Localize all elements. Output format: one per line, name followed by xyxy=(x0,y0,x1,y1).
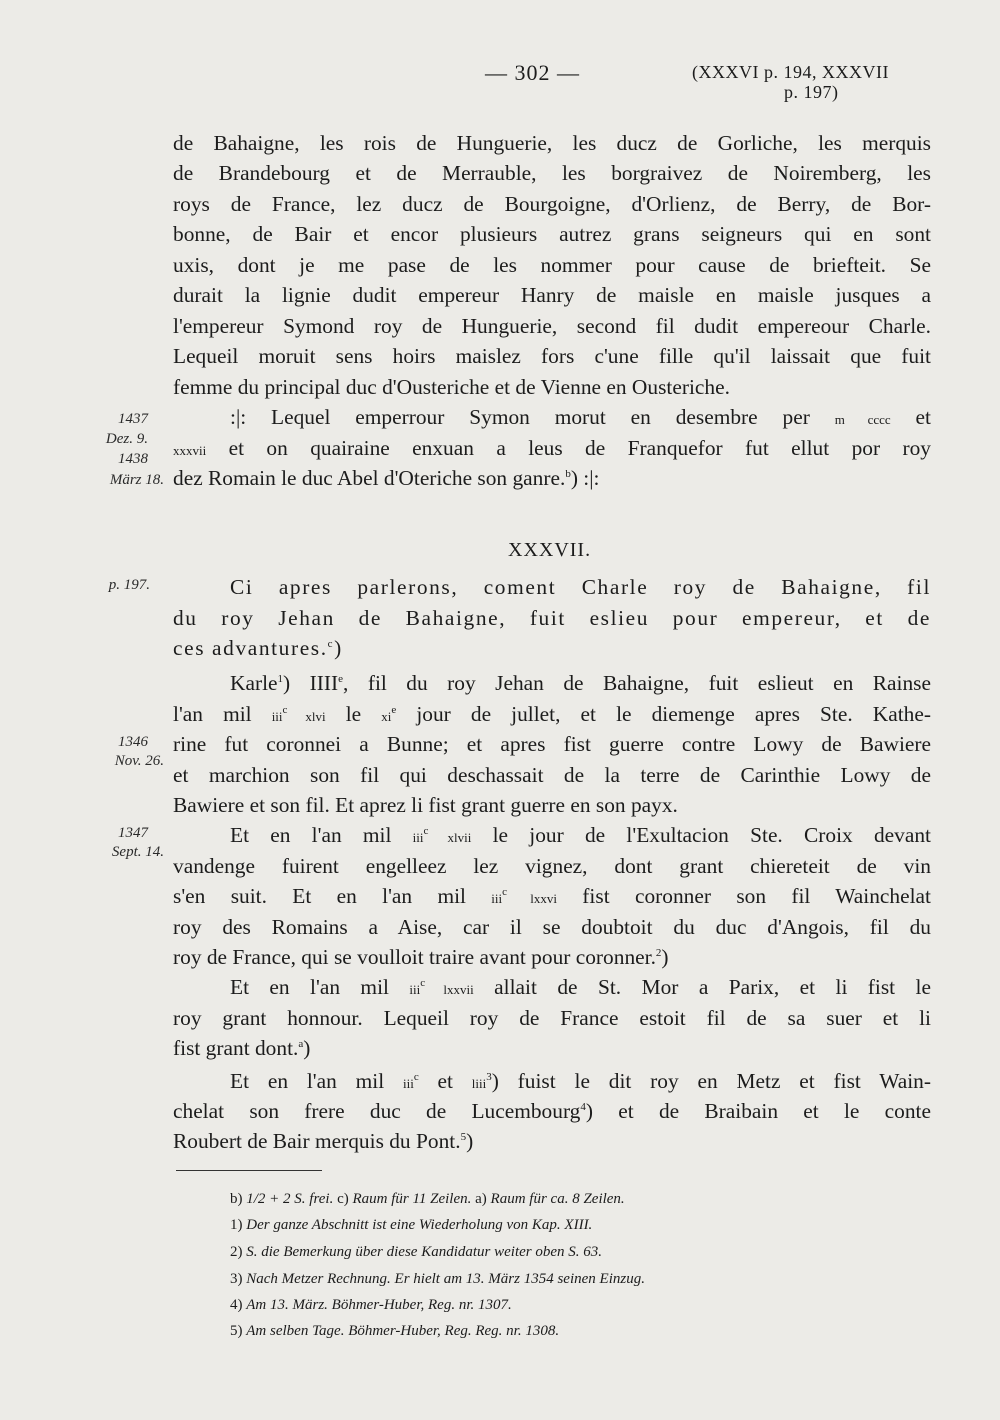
superscript: c xyxy=(423,824,429,837)
footnote-tag: 2) xyxy=(230,1244,247,1260)
footnote-tag: 1) xyxy=(230,1217,247,1233)
text-run: et xyxy=(890,405,931,429)
roman-numeral: iii xyxy=(409,982,421,997)
footnote xyxy=(230,1216,592,1234)
text-line xyxy=(230,668,931,699)
footnote-tag: c) xyxy=(333,1191,353,1207)
footnote-marker: 1 xyxy=(277,672,284,685)
text-run: fist grant dont. xyxy=(173,1036,299,1060)
footnote-tag: b) xyxy=(230,1191,247,1207)
text-run: ) IIII xyxy=(283,671,339,695)
text-run: ) xyxy=(334,636,343,660)
superscript: c xyxy=(502,885,508,898)
text-line xyxy=(173,1096,931,1127)
text-line: l'empereur Symond roy de Hunguerie, second fil dudit empereour Charle. xyxy=(173,314,931,338)
text-line: de Brandebourg et de Merrauble, les borgraivez de Noiremberg, les xyxy=(173,161,931,185)
footnote-tag: 5) xyxy=(230,1323,247,1339)
text-line: et marchion son fil qui deschassait de la terre de Carinthie Lowy de xyxy=(173,763,931,787)
roman-numeral: iii xyxy=(412,830,424,845)
text-line: femme du principal duc d'Ousteriche et de Vienne en Ousteriche. xyxy=(173,375,730,399)
text-run: Et en l'an mil xyxy=(230,975,410,999)
text-run: ) :|: xyxy=(570,466,600,490)
text-run: s'en suit. Et en l'an mil xyxy=(173,884,492,908)
text-run: roy de France, qui se voulloit traire avant pour coronner. xyxy=(173,945,656,969)
margin-note-page: p. 197. xyxy=(108,577,150,593)
footnote-marker: 4 xyxy=(580,1100,586,1113)
text-line: rine fut coronnei a Bunne; et apres fist guerre contre Lowy de Bawiere xyxy=(173,732,931,756)
text-line xyxy=(230,402,931,436)
footnote xyxy=(230,1296,512,1314)
margin-note-date: Sept. 14. xyxy=(111,844,164,860)
text-run: ) fuist le dit roy en Metz et fist Wain- xyxy=(491,1069,931,1093)
superscript: c xyxy=(413,1070,419,1083)
text-run: Et en l'an mil xyxy=(230,1069,403,1093)
text-line: du roy Jehan de Bahaigne, fuit eslieu pour empereur, et de xyxy=(173,606,931,630)
page-reference xyxy=(692,62,889,102)
text-line: de Bahaigne, les rois de Hunguerie, les ducz de Gorliche, les merquis xyxy=(173,131,931,155)
page-number: — 302 — xyxy=(485,60,580,85)
footnote xyxy=(230,1270,645,1288)
text-run: Karle xyxy=(230,671,278,695)
text-line: Lequeil moruit sens hoirs maislez fors c'une fille qu'il laissait que fuit xyxy=(173,344,931,368)
text-run: le jour de l'Exultacion Ste. Croix devant xyxy=(471,823,931,847)
footnote-text: S. die Bemerkung über diese Kandidatur weiter oben S. 63. xyxy=(246,1244,603,1260)
text-line: roy grant honnour. Lequeil roy de France estoit fil de sa suer et li xyxy=(173,1006,931,1030)
footnote-text: Der ganze Abschnitt ist eine Wiederholung von Kap. XIII. xyxy=(246,1217,593,1233)
footnote-text: Nach Metzer Rechnung. Er hielt am 13. März 1354 seinen Einzug. xyxy=(246,1271,645,1287)
margin-note-year: 1437 xyxy=(118,411,148,427)
margin-note-year: 1438 xyxy=(118,451,148,467)
roman-numeral: lxxvii xyxy=(425,982,474,997)
superscript: c xyxy=(420,976,426,989)
text-line xyxy=(230,972,931,1006)
text-line xyxy=(173,699,931,733)
text-line xyxy=(173,1126,931,1157)
text-line: uxis, dont je me pase de les nommer pour cause de briefteit. Se xyxy=(173,253,931,277)
text-run: Et en l'an mil xyxy=(230,823,413,847)
text-run: Roubert de Bair merquis du Pont. xyxy=(173,1129,461,1153)
footnote-tag: 3) xyxy=(230,1271,247,1287)
text-line xyxy=(173,633,931,664)
roman-numeral: iii xyxy=(491,891,503,906)
superscript: e xyxy=(391,703,397,716)
footnote-marker: 5 xyxy=(460,1130,467,1143)
text-line: durait la lignie dudit empereur Hanry de maisle en maisle jusques a xyxy=(173,283,931,307)
footnote-marker: a xyxy=(298,1037,304,1050)
text-line: roy des Romains a Aise, car il se doubtoit du duc d'Angois, fil du xyxy=(173,915,931,939)
text-line: Bawiere et son fil. Et aprez li fist grant guerre en son payx. xyxy=(173,793,678,817)
roman-numeral: m cccc xyxy=(834,412,891,427)
text-run: et xyxy=(418,1069,472,1093)
footnote-marker: 3 xyxy=(486,1070,492,1083)
text-run: l'an mil xyxy=(173,702,272,726)
footnote-text: Raum für 11 Zeilen. xyxy=(352,1191,472,1207)
text-line xyxy=(173,881,931,915)
roman-numeral: iii xyxy=(402,1076,414,1091)
text-line xyxy=(173,463,931,494)
margin-note-year: 1346 xyxy=(118,734,148,750)
footnote-separator xyxy=(176,1170,322,1171)
text-run: ) xyxy=(303,1036,311,1060)
footnote-text: Am 13. März. Böhmer-Huber, Reg. nr. 1307. xyxy=(246,1297,512,1313)
text-line xyxy=(173,433,931,467)
text-run: :|: Lequel emperrour Symon morut en desembre per xyxy=(230,405,835,429)
text-run: ) xyxy=(661,945,669,969)
text-line xyxy=(173,1033,931,1064)
text-run: fist coronner son fil Wainchelat xyxy=(556,884,931,908)
superscript: c xyxy=(282,703,288,716)
text-line xyxy=(230,1066,931,1100)
margin-note-date: Dez. 9. xyxy=(105,431,148,447)
chapter-heading: XXXVII. xyxy=(508,539,592,561)
footnote-tag: 4) xyxy=(230,1297,247,1313)
roman-numeral: xlvi xyxy=(287,709,326,724)
superscript: e xyxy=(338,672,343,685)
text-run: jour de jullet, et le diemenge apres Ste. Kathe- xyxy=(396,702,931,726)
footnote-tag: a) xyxy=(471,1191,491,1207)
text-run: ces advantures. xyxy=(173,636,328,660)
footnote xyxy=(230,1322,559,1340)
footnote-text: 1/2 + 2 S. frei. xyxy=(246,1191,334,1207)
margin-note-date: März 18. xyxy=(109,472,164,488)
text-run: et on quairaine enxuan a leus de Franquefor fut ellut por roy xyxy=(206,436,931,460)
text-run: , fil du roy Jehan de Bahaigne, fuit eslieut en Rainse xyxy=(343,671,931,695)
margin-note-year: 1347 xyxy=(118,825,148,841)
margin-note-date: Nov. 26. xyxy=(114,753,164,769)
footnote-marker: b xyxy=(565,467,571,480)
roman-numeral: liii xyxy=(471,1076,487,1091)
text-line xyxy=(173,942,931,973)
roman-numeral: iii xyxy=(271,709,283,724)
text-line: roys de France, lez ducz de Bourgoigne, d'Orlienz, de Berry, de Bor- xyxy=(173,192,931,216)
text-critical-footnotes xyxy=(230,1190,625,1208)
text-run: chelat son frere duc de Lucembourg xyxy=(173,1099,581,1123)
footnote-marker: c xyxy=(327,637,335,650)
footnote xyxy=(230,1243,602,1261)
text-run: allait de St. Mor a Parix, et li fist le xyxy=(473,975,931,999)
text-line: Ci apres parlerons, coment Charle roy de Bahaigne, fil xyxy=(230,575,931,599)
text-line: bonne, de Bair et encor plusieurs autrez grans seigneurs qui en sont xyxy=(173,222,931,246)
text-run: le xyxy=(325,702,382,726)
footnote-marker: 2 xyxy=(655,946,662,959)
text-run: dez Romain le duc Abel d'Oteriche son ganre. xyxy=(173,466,566,490)
roman-numeral: xxxvii xyxy=(173,443,207,458)
text-run: ) xyxy=(466,1129,474,1153)
roman-numeral: xi xyxy=(381,709,392,724)
page-reference-line-1: (XXXVI p. 194, XXXVII xyxy=(692,62,889,82)
footnote-text: Am selben Tage. Böhmer-Huber, Reg. Reg. nr. 1308. xyxy=(246,1323,560,1339)
text-line xyxy=(230,820,931,854)
text-line: vandenge fuirent engelleez lez vignez, dont grant chiereteit de vin xyxy=(173,854,931,878)
page-reference-line-2: p. 197) xyxy=(784,82,839,102)
roman-numeral: xlvii xyxy=(428,830,472,845)
footnote-text: Raum für ca. 8 Zeilen. xyxy=(490,1191,625,1207)
roman-numeral: lxxvi xyxy=(507,891,557,906)
text-run: ) et de Braibain et le conte xyxy=(585,1099,931,1123)
